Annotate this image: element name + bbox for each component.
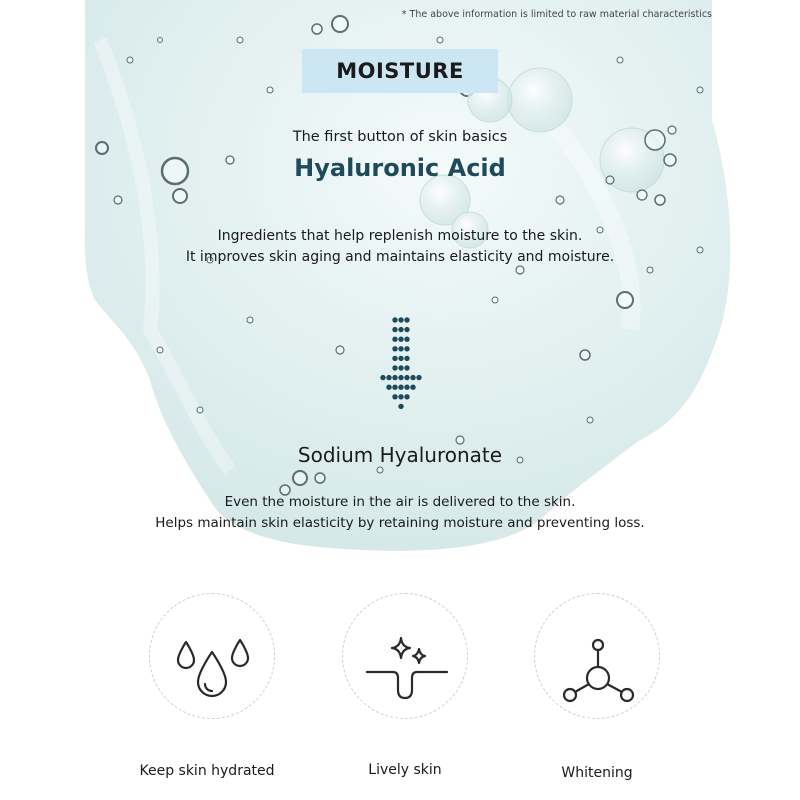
bubble	[655, 195, 665, 205]
bubble	[580, 350, 590, 360]
bubble	[556, 196, 564, 204]
feature-hydrated	[149, 593, 275, 719]
arrow-dot	[404, 385, 409, 390]
arrow-dot	[398, 385, 403, 390]
bubble	[508, 68, 572, 132]
arrow-dot	[398, 317, 403, 322]
moisture-badge: MOISTURE	[302, 49, 498, 93]
arrow-dot	[392, 385, 397, 390]
description-line: It improves skin aging and maintains elasticity and moisture.	[185, 249, 615, 265]
feature-label-whitening: Whitening	[561, 765, 633, 781]
bubble	[293, 471, 307, 485]
arrow-dot	[392, 394, 397, 399]
bubble	[336, 346, 344, 354]
bubble	[312, 24, 322, 34]
arrow-dot	[380, 375, 385, 380]
arrow-dot	[404, 394, 409, 399]
bubble	[158, 38, 163, 43]
subdescription-line: Helps maintain skin elasticity by retaining moisture and preventing loss.	[155, 515, 645, 531]
feature-label-hydrated: Keep skin hydrated	[139, 763, 275, 779]
bubble	[247, 317, 253, 323]
arrow-dot	[398, 327, 403, 332]
arrow-dot	[404, 346, 409, 351]
arrow-dot	[404, 356, 409, 361]
bubble	[437, 37, 443, 43]
bubble	[127, 57, 133, 63]
feature-whitening	[534, 593, 660, 719]
bubble	[157, 347, 163, 353]
bubble	[315, 473, 325, 483]
arrow-dot	[392, 346, 397, 351]
bubble	[332, 16, 348, 32]
bubble	[587, 417, 593, 423]
arrow-dot	[398, 337, 403, 342]
bubble	[267, 87, 273, 93]
arrow-dot	[398, 365, 403, 370]
arrow-dot	[386, 375, 391, 380]
arrow-dot	[416, 375, 421, 380]
arrow-dot	[398, 346, 403, 351]
arrow-dot	[404, 337, 409, 342]
subdescription-line: Even the moisture in the air is delivered to the skin.	[224, 494, 576, 510]
arrow-dot	[404, 317, 409, 322]
arrow-dot	[404, 375, 409, 380]
arrow-dot	[392, 337, 397, 342]
arrow-dot	[386, 385, 391, 390]
arrow-dot	[398, 394, 403, 399]
ingredient-subtitle: Sodium Hyaluronate	[297, 443, 503, 467]
bubble	[197, 407, 203, 413]
arrow-dot	[392, 327, 397, 332]
subtitle-description	[0, 492, 800, 534]
arrow-dot	[404, 365, 409, 370]
arrow-dot	[392, 365, 397, 370]
bubble	[492, 297, 498, 303]
arrow-dot	[392, 317, 397, 322]
arrow-dot	[398, 404, 403, 409]
tagline: The first button of skin basics	[292, 129, 508, 145]
sparkle-skin-icon	[343, 594, 469, 720]
ingredient-description	[0, 226, 800, 268]
description-line: Ingredients that help replenish moisture to the skin.	[217, 228, 583, 244]
arrow-dot	[410, 385, 415, 390]
bubble	[377, 467, 383, 473]
bubble	[637, 190, 647, 200]
ingredient-title: Hyaluronic Acid	[294, 154, 506, 182]
arrow-dot	[398, 356, 403, 361]
arrow-dot	[398, 375, 403, 380]
feature-label-lively: Lively skin	[368, 762, 442, 778]
disclaimer-note: * The above information is limited to raw material characteristics	[401, 9, 712, 20]
bubble	[697, 87, 703, 93]
bubble	[237, 37, 243, 43]
dotted-down-arrow-icon	[378, 316, 424, 412]
bubble	[617, 292, 633, 308]
arrow-dot	[410, 375, 415, 380]
feature-lively-skin	[342, 593, 468, 719]
arrow-dot	[392, 375, 397, 380]
bubble	[617, 57, 623, 63]
arrow-dot	[392, 356, 397, 361]
water-drops-icon	[150, 594, 276, 720]
bubble	[114, 196, 122, 204]
bubble	[173, 189, 187, 203]
arrow-dot	[404, 327, 409, 332]
molecule-icon	[535, 594, 661, 720]
